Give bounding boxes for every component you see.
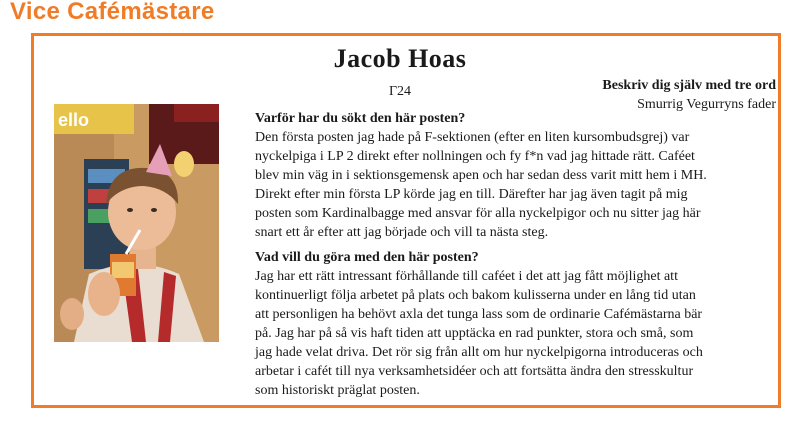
describe-question: Beskriv dig själv med tre ord — [602, 78, 776, 93]
question-2: Vad vill du göra med den här posten? — [255, 250, 479, 265]
answer-2-line: Jag har ett rätt intressant förhållande till caféet i det att jag fått möjlighet att — [255, 269, 678, 284]
answer-1-line: Direkt efter min första LP körde jag en till. Därefter har jag även tagit på mig — [255, 187, 688, 202]
candidate-year: Γ24 — [388, 84, 412, 99]
answer-1-line: snart ett år efter att jag började och vill ta nästa steg. — [255, 225, 549, 240]
page-title: Vice Cafémästare — [10, 0, 215, 25]
answer-2-line: som historiskt präglat posten. — [255, 383, 420, 398]
answer-1-line: nyckelpiga i LP 2 direkt efter nollningen och fy f*n vad jag hittade rätt. Caféet — [255, 149, 695, 164]
answer-1-line: blev min väg in i sektionsgemensk apen och har sedan dess varit mitt hem i MH. — [255, 168, 707, 183]
answer-1-line: posten som Kardinalbagge med ansvar för alla nyckelpigor och nu sitter jag här — [255, 206, 701, 221]
describe-answer: Smurrig Vegurryns fader — [637, 97, 776, 112]
answer-2-line: på. Jag har på så vis haft tiden att upptäcka en rad punkter, stora och små, som — [255, 326, 694, 341]
answer-2-line: att personligen ha behövt axla det tunga lass som de ordinarie Cafémästarna bär — [255, 307, 703, 322]
answer-1-line: Den första posten jag hade på F-sektionen (efter en liten kursombudsgrej) var — [255, 130, 690, 145]
answer-2-line: arbetar i cafét till nya verksamhetsidéer och att fortsätta ändra den stresskultur — [255, 364, 694, 379]
answer-2-line: kontinuerligt följa arbetet på plats och bakom kulisserna under en lång tid utan — [255, 288, 696, 303]
candidate-name: Jacob Hoas — [333, 44, 467, 73]
qa-section — [255, 109, 790, 400]
question-1: Varför har du sökt den här posten? — [255, 111, 466, 126]
svg-text:ello: ello — [58, 110, 90, 130]
answer-2-line: jag hade velat driva. Det rör sig från allt om hur nyckelpigorna introduceras och — [255, 345, 703, 360]
portrait-photo-icon — [54, 104, 219, 342]
candidate-photo — [54, 104, 219, 342]
